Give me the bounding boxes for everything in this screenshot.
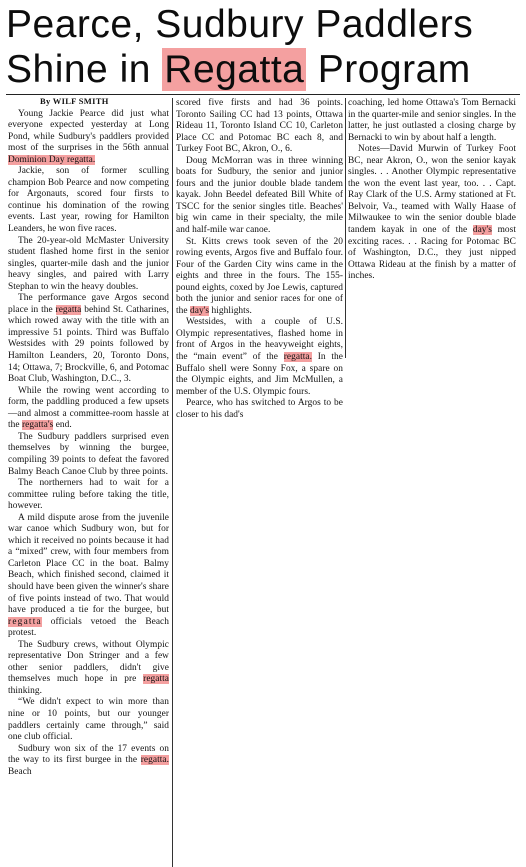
paragraph: Westsides, with a couple of U.S. Olympic representatives, flashed home in front of Argos in the heavyweight eights, the “main event” of the regatta. In the Buffalo shell were Sonny Fox, a spare on the Olympic eights, and Jim McMullen, a member of the U.S. Olympic fours. — [176, 317, 343, 397]
paragraph: The northerners had to wait for a committee ruling before taking the title, however. — [8, 478, 169, 512]
paragraph: St. Kitts crews took seven of the 20 rowing events, Argos five and Buffalo four. Four of the Garden City wins came in the eights and three in the fours. The 155-pound eights, coxed by Joe Lewis, captured both the junior and senior races for one of the day's highlights. — [176, 236, 343, 316]
article-column-1 — [8, 96, 169, 778]
paragraph: The Sudbury crews, without Olympic representative Don Stringer and a few other senior paddlers, didn't give themselves much hope in pre regatta thinking. — [8, 639, 169, 696]
paragraph: Young Jackie Pearce did just what everyone expected yesterday at Long Pond, while Sudbury's paddlers provided most of the surprises in the 56th annual Dominion Day regatta. — [8, 108, 169, 165]
search-highlight: regatta. — [283, 352, 312, 363]
headline-line-2-end: Program — [306, 48, 471, 91]
paragraph: The Sudbury paddlers surprised even themselves by winning the burgee, compiling 39 points to defeat the favored Balmy Beach Canoe Club by three points. — [8, 431, 169, 477]
paragraph: Pearce, who has switched to Argos to be closer to his dad's — [176, 398, 343, 420]
paragraph: Notes—David Murwin of Turkey Foot BC, near Akron, O., won the senior kayak singles. . . Another Olympic representative the won the event last year, too. . . Capt. Ray Clark of the U.S. Army stationed at Ft. Belvoir, Va., teamed with Wally Haase of Milwaukee to win the senior double blade tandem kayak in one of the day's most exciting races. . . Racing for Potomac BC of Washington, D.C., they just nipped Ottawa Rideau at the finish by a matter of inches. — [348, 144, 517, 282]
paragraph: A mild dispute arose from the juvenile war canoe which Sudbury won, but for which it received no points because it had a “mixed” crew, with four members from Carleton Place CC in the boat. Balmy Beach, which finished second, claimed it should have been given the winner's share of five points instead of two. That would have produced a tie for the burgee, but regatta officials vetoed the Beach protest. — [8, 512, 169, 639]
column-divider-2 — [345, 98, 346, 358]
search-highlight: Dominion Day regatta. — [8, 154, 96, 165]
article-column-3 — [348, 98, 516, 283]
column-divider-1 — [172, 98, 173, 867]
paragraph: Sudbury won six of the 17 events on the way to its first burgee in the regatta. Beach — [8, 743, 169, 777]
search-highlight: regatta — [143, 674, 169, 685]
byline: By WILF SMITH — [40, 96, 109, 106]
search-highlight: day's — [472, 225, 492, 236]
headline-line-2 — [6, 47, 520, 92]
paragraph: scored five firsts and had 36 points. Toronto Sailing CC had 13 points, Ottawa Rideau 11, Toronto Island CC 10, Carleton Place CC and Potomac BC each 8, and Turkey Foot BC, Akron, O., 6. — [176, 98, 343, 155]
search-highlight: regatta. — [140, 755, 169, 766]
search-highlight: regatta's — [22, 420, 54, 431]
paragraph: “We didn't expect to win more than nine or 10 points, but our younger paddlers certainly came through,” said one club official. — [8, 697, 169, 743]
headline-divider — [6, 94, 520, 95]
paragraph: The performance gave Argos second place in the regatta behind St. Catharines, which rowed away with the title with an impressive 51 points. Third was Buffalo Westsides with 29 points followed by Hamilton Leanders, 20, Toronto Dons, 14; Ottawa, 7; Brockville, 6, and Potomac Boat Club, Washington, D.C., 3. — [8, 293, 170, 385]
article-column-2 — [176, 98, 343, 421]
paragraph: The 20-year-old McMaster University student flashed home first in the senior singles, quarter-mile dash and the junior heavy singles, and paired with Larry Stephan to win the heavy doubles. — [8, 235, 169, 292]
headline-highlight: Regatta — [164, 48, 305, 91]
paragraph: Jackie, son of former sculling champion Bob Pearce and now competing for Argonauts, scored four firsts to continue his domination of the rowing events. Last year, rowing for Hamilton Leanders, he won five races. — [8, 166, 169, 235]
search-highlight: day's — [190, 305, 210, 316]
search-highlight: regatta — [8, 616, 42, 627]
paragraph: coaching, led home Ottawa's Tom Bernacki in the quarter-mile and senior singles. In the latter, he just outlasted a closing charge by Bernacki to win by about half a length. — [348, 98, 516, 143]
headline-line-1: Pearce, Sudbury Paddlers — [6, 3, 474, 46]
paragraph: Doug McMorran was in three winning boats for Sudbury, the senior and junior fours and the junior double blade tandem kayak. John Beedel defeated Bill White of TSCC for the senior singles title. Beaches' big win came in their specialty, the mile and half-mile war canoe. — [176, 155, 343, 236]
search-highlight: regatta — [55, 304, 82, 315]
headline — [6, 2, 520, 92]
headline-line-2-start: Shine in — [6, 48, 163, 91]
paragraph: While the rowing went according to form, the paddling produced a few upsets—and almost a committee-room hassle at the regatta's end. — [8, 385, 169, 431]
